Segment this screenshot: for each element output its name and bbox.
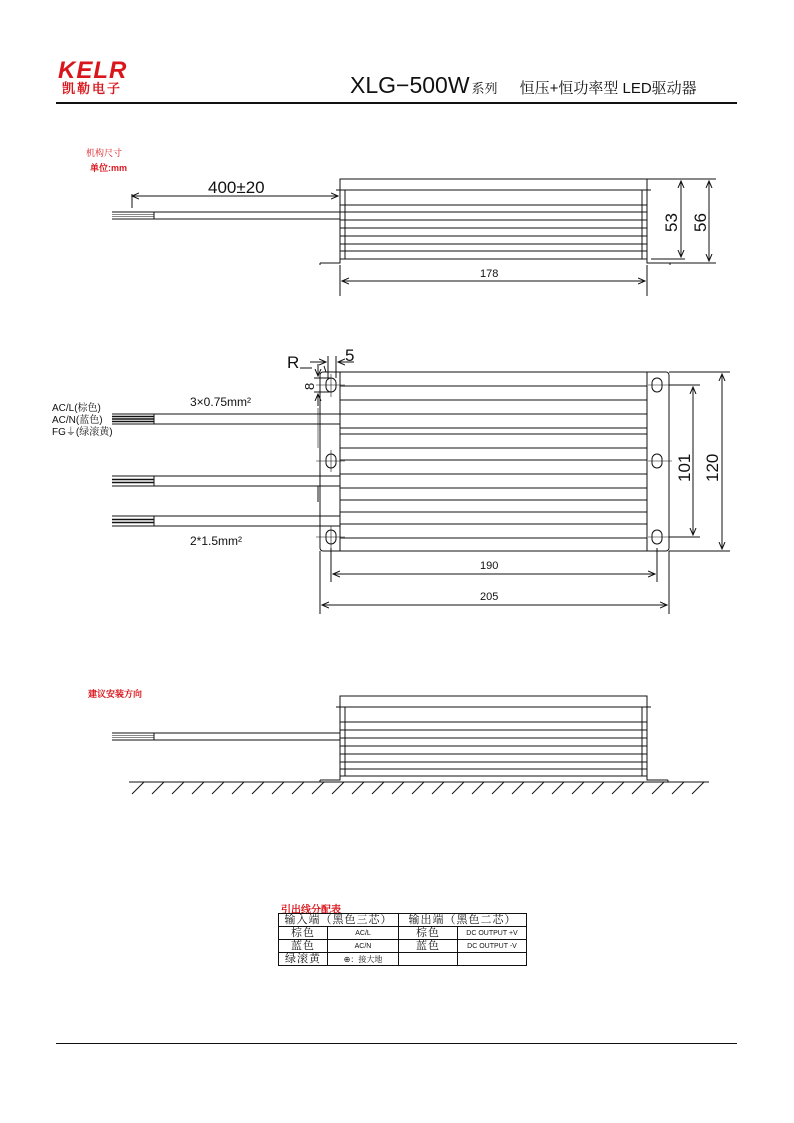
logo-text: KELR bbox=[58, 57, 128, 84]
input-color-cell: 棕色 bbox=[279, 927, 328, 940]
output-header: 输出端（黑色二芯） bbox=[399, 914, 527, 927]
output-function-cell bbox=[458, 953, 527, 966]
table-row bbox=[279, 927, 527, 940]
wire-label-fg: FG⏚(绿滚黄) bbox=[52, 427, 113, 438]
input-header: 输入端（黑色三芯） bbox=[279, 914, 399, 927]
dim-mount-width: 190 bbox=[480, 560, 499, 572]
wire-assignment-table bbox=[278, 913, 527, 966]
product-description: 恒压+恒功率型 LED驱动器 bbox=[519, 80, 697, 97]
install-section-title: 建议安装方向 bbox=[88, 689, 143, 699]
table-header-row bbox=[279, 914, 527, 927]
table-row bbox=[279, 940, 527, 953]
wire-label-acn: AC/N(蓝色) bbox=[52, 415, 103, 426]
output-color-cell bbox=[399, 953, 458, 966]
dim-body-height: 53 bbox=[662, 213, 681, 232]
dim-slot-width: 5 bbox=[345, 346, 355, 365]
dim-cable-length: 400±20 bbox=[208, 178, 265, 197]
side-view bbox=[112, 179, 716, 296]
model-name: XLG−500W bbox=[350, 72, 470, 98]
dim-total-depth: 120 bbox=[703, 453, 722, 482]
output-cable-spec: 2*1.5mm² bbox=[190, 534, 243, 548]
input-function-cell: AC/L bbox=[328, 927, 399, 940]
output-function-cell: DC OUTPUT -V bbox=[458, 940, 527, 953]
input-cable-spec: 3×0.75mm² bbox=[190, 395, 252, 409]
input-function-cell: AC/N bbox=[328, 940, 399, 953]
unit-label: 单位:mm bbox=[90, 163, 128, 173]
logo-subtitle: 凯勒电子 bbox=[62, 81, 123, 96]
input-function-cell: ⊕：接大地 bbox=[328, 953, 399, 966]
series-label: 系列 bbox=[471, 81, 498, 96]
dim-total-width: 205 bbox=[480, 591, 499, 603]
output-function-cell: DC OUTPUT +V bbox=[458, 927, 527, 940]
dim-side-length: 178 bbox=[480, 268, 499, 280]
dim-mount-depth: 101 bbox=[675, 453, 694, 482]
dim-radius-label: R bbox=[287, 353, 300, 372]
input-color-cell: 蓝色 bbox=[279, 940, 328, 953]
output-color-cell: 棕色 bbox=[399, 927, 458, 940]
dim-total-height: 56 bbox=[691, 213, 710, 232]
output-color-cell: 蓝色 bbox=[399, 940, 458, 953]
footer-rule bbox=[56, 1043, 737, 1044]
table-row bbox=[279, 953, 527, 966]
wire-table-title: 引出线分配表 bbox=[281, 905, 341, 916]
install-view bbox=[112, 696, 709, 794]
wire-label-acl: AC/L(棕色) bbox=[52, 403, 101, 414]
mechanical-section-title: 机构尺寸 bbox=[86, 148, 123, 158]
dim-slot-height: 8 bbox=[302, 382, 317, 390]
input-color-cell: 绿滚黄 bbox=[279, 953, 328, 966]
